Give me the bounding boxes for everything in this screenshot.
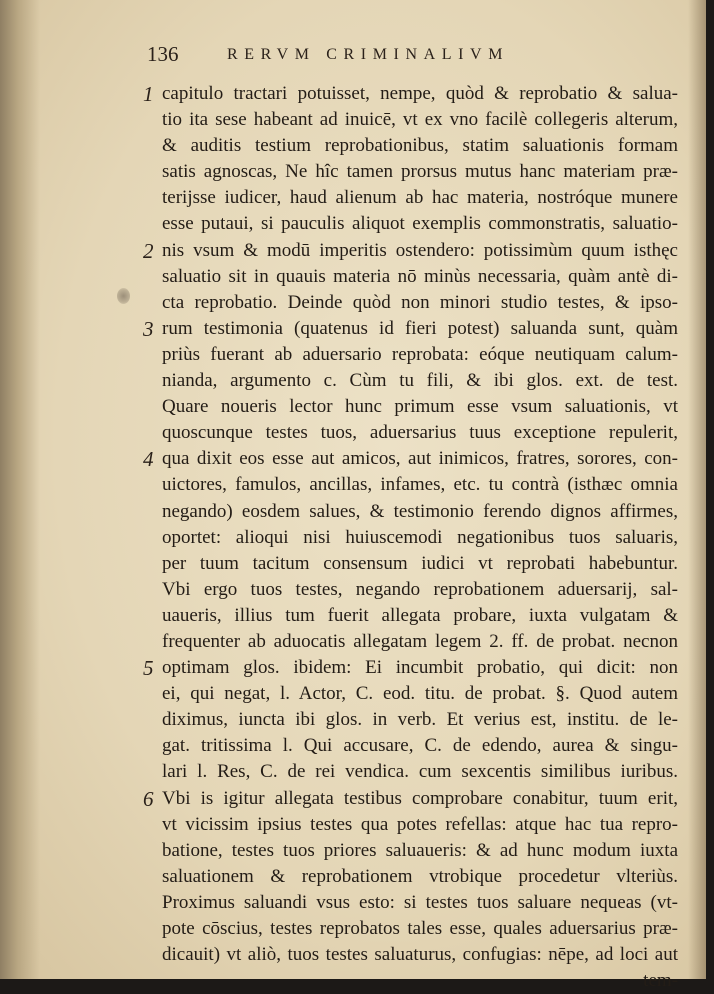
line-text: satis agnoscas, Ne hîc tamen prorsus mutus hanc materiam præ- xyxy=(162,161,678,183)
line-text: capitulo tractari potuisset, nempe, quòd & reprobatio & salua- xyxy=(162,83,678,104)
line-text: dicauit) vt aliò, tuos testes saluaturus, confugias: nēpe, ad loci aut xyxy=(162,944,678,966)
text-line xyxy=(162,629,678,655)
text-line xyxy=(162,812,678,838)
text-line xyxy=(162,864,678,890)
line-text: rum testimonia (quatenus id fieri potest) saluanda sunt, quàm xyxy=(162,317,678,339)
text-line xyxy=(162,890,678,916)
line-text: Vbi is igitur allegata testibus comprobare conabitur, tuum erit, xyxy=(162,787,678,809)
line-text: & auditis testium reprobationibus, statim saluationis formam xyxy=(162,135,678,157)
ink-blot-mark xyxy=(117,288,130,304)
line-text: optimam glos. ibidem: Ei incumbit probatio, qui dicit: non xyxy=(162,657,678,679)
marginal-number: 2 xyxy=(143,238,154,263)
text-line xyxy=(162,342,678,368)
text-line xyxy=(162,577,678,603)
line-text: nianda, argumento c. Cùm tu fili, & ibi glos. ext. de test. xyxy=(162,370,678,392)
page-header xyxy=(147,40,667,70)
text-line xyxy=(162,185,678,211)
line-text: qua dixit eos esse aut amicos, aut inimicos, fratres, sorores, con- xyxy=(162,448,678,470)
text-line xyxy=(162,525,678,551)
text-line xyxy=(143,786,678,812)
text-line xyxy=(162,759,678,785)
text-line xyxy=(162,159,678,185)
text-line xyxy=(162,368,678,394)
line-text: negando) eosdem salues, & testimonio ferendo dignos affirmes, xyxy=(162,500,678,522)
text-line xyxy=(162,551,678,577)
line-text: lari l. Res, C. de rei vendica. cum sexcentis similibus iuribus. xyxy=(162,761,678,783)
page-number: 136 xyxy=(147,42,179,66)
line-text: per tuum tacitum consensum iudici vt reprobati habebuntur. xyxy=(162,552,678,574)
line-text: tio ita sese habeant ad inuicē, vt ex vno facilè collegeris alterum, xyxy=(162,109,678,131)
text-line xyxy=(143,655,678,681)
line-text: quoscunque testes tuos, aduersarius tuus exceptione repulerit, xyxy=(162,422,678,444)
line-text: ei, qui negat, l. Actor, C. eod. titu. de probat. §. Quod autem xyxy=(162,683,678,705)
line-text: Quare noueris lector hunc primum esse vsum saluationis, vt xyxy=(162,396,678,418)
line-text: priùs fuerant ab aduersario reprobata: eóque neutiquam calum- xyxy=(162,343,678,365)
text-line xyxy=(143,238,678,264)
text-line xyxy=(162,133,678,159)
line-text: saluationem & reprobationem vtrobique procedetur vlteriùs. xyxy=(162,865,678,887)
marginal-number: 1 xyxy=(143,82,154,106)
line-text: saluatio sit in quauis materia nō minùs necessaria, quàm antè di- xyxy=(162,265,678,287)
line-text: frequenter ab aduocatis allegatam legem 2. ff. de probat. necnon xyxy=(162,630,678,652)
line-text: Proximus saluandi vsus esto: si testes tuos saluare nequeas (vt- xyxy=(162,891,678,913)
text-line xyxy=(143,446,678,472)
marginal-number: 3 xyxy=(143,316,154,341)
line-text: terijsse iudicer, haud alienum ab hac materia, nostróque munere xyxy=(162,187,678,209)
text-line xyxy=(162,107,678,133)
line-text: vt vicissim ipsius testes qua potes refellas: atque hac tua repro- xyxy=(162,813,678,835)
line-text: pote cōscius, testes reprobatos tales esse, quales aduersarius præ- xyxy=(162,918,678,939)
text-line xyxy=(162,211,678,237)
text-line xyxy=(162,420,678,446)
text-line xyxy=(162,707,678,733)
line-text: cta reprobatio. Deinde quòd non minori studio testes, & ipso- xyxy=(162,291,678,313)
text-line xyxy=(143,81,678,107)
text-line xyxy=(162,499,678,525)
line-text: diximus, iuncta ibi glos. in verb. Et verius est, institu. de le- xyxy=(162,709,678,731)
line-text: batione, testes tuos priores saluaueris: & ad hunc modum iuxta xyxy=(162,839,678,861)
text-line xyxy=(162,942,678,968)
line-text: gat. tritissima l. Qui accusare, C. de edendo, aurea & singu- xyxy=(162,735,678,757)
text-line xyxy=(162,472,678,498)
marginal-number: 4 xyxy=(143,447,154,472)
text-line xyxy=(162,733,678,759)
text-line xyxy=(162,394,678,420)
body-text xyxy=(143,81,678,994)
line-text: Vbi ergo tuos testes, negando reprobationem aduersarij, sal- xyxy=(162,578,678,600)
text-line xyxy=(162,603,678,629)
text-line xyxy=(162,264,678,290)
line-text: nis vsum & modū imperitis ostendero: potissimùm quum isthęc xyxy=(162,239,678,261)
running-head: RERVM CRIMINALIVM xyxy=(227,46,510,63)
marginal-number: 6 xyxy=(143,786,154,811)
text-line xyxy=(162,916,678,942)
text-line xyxy=(162,838,678,864)
line-text: uictores, famulos, ancillas, infames, etc. tu contrà (isthæc omnia xyxy=(162,474,678,496)
marginal-number: 5 xyxy=(143,656,154,681)
text-line xyxy=(162,290,678,316)
line-text: esse putaui, si pauculis aliquot exemplis commonstratis, saluatio- xyxy=(162,213,678,235)
text-line xyxy=(162,968,678,994)
text-line xyxy=(143,316,678,342)
text-line xyxy=(162,681,678,707)
line-text: uaueris, illius tum fuerit allegata probare, iuxta vulgatam & xyxy=(162,604,678,626)
line-text: oportet: alioqui nisi huiuscemodi negationibus tuos saluaris, xyxy=(162,526,678,548)
line-text: tem- xyxy=(643,970,678,992)
